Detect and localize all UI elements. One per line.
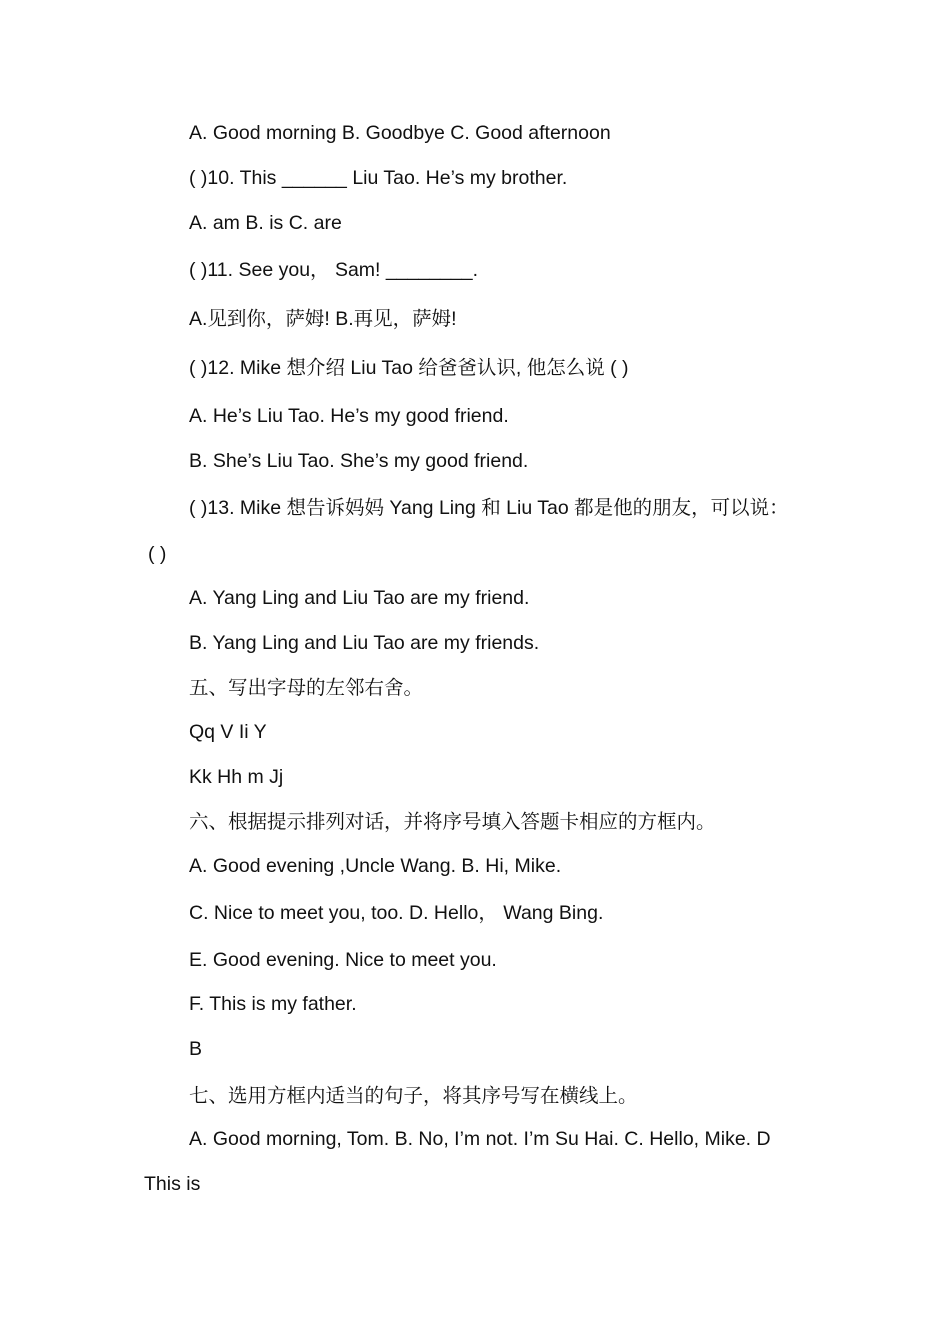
q13-option-a: A. Yang Ling and Liu Tao are my friend.: [189, 587, 530, 609]
letters-row-2: Kk Hh m Jj: [189, 766, 284, 788]
dialogue-e: E. Good evening. Nice to meet you.: [189, 949, 497, 971]
section-6-heading: 六、根据提示排列对话，并将序号填入答题卡相应的方框内。: [189, 811, 716, 833]
section-7-heading: 七、选用方框内适当的句子，将其序号写在横线上。: [189, 1085, 638, 1107]
q9-options: A. Good morning B. Goodbye C. Good afternoon: [189, 122, 611, 144]
q11-options: A.见到你，萨姆! B.再见，萨姆!: [189, 308, 457, 330]
q12-option-a: A. He’s Liu Tao. He’s my good friend.: [189, 405, 509, 427]
section-7-continuation: This is: [144, 1173, 201, 1195]
q10-question: ( )10. This ______ Liu Tao. He’s my brother.: [189, 167, 568, 189]
dialogue-f: F. This is my father.: [189, 993, 357, 1015]
dialogue-answer: B: [189, 1038, 203, 1060]
q11-question: ( )11. See you， Sam! ________.: [189, 259, 479, 281]
section-5-heading: 五、写出字母的左邻右舍。: [189, 677, 424, 699]
q13-option-b: B. Yang Ling and Liu Tao are my friends.: [189, 632, 540, 654]
q13-question: ( )13. Mike 想告诉妈妈 Yang Ling 和 Liu Tao 都是他的朋友，可以说：: [189, 497, 789, 519]
section-7-options: A. Good morning, Tom. B. No, I’m not. I’m Su Hai. C. Hello, Mike. D: [189, 1128, 771, 1150]
letters-row-1: Qq V Ii Y: [189, 721, 267, 743]
dialogue-a-b: A. Good evening ,Uncle Wang. B. Hi, Mike.: [189, 855, 562, 877]
q13-answer-blank: ( ): [148, 543, 167, 565]
dialogue-c-d: C. Nice to meet you, too. D. Hello， Wang Bing.: [189, 902, 604, 924]
q10-options: A. am B. is C. are: [189, 212, 342, 234]
q12-option-b: B. She’s Liu Tao. She’s my good friend.: [189, 450, 529, 472]
q12-question: ( )12. Mike 想介绍 Liu Tao 给爸爸认识, 他怎么说 ( ): [189, 357, 629, 379]
